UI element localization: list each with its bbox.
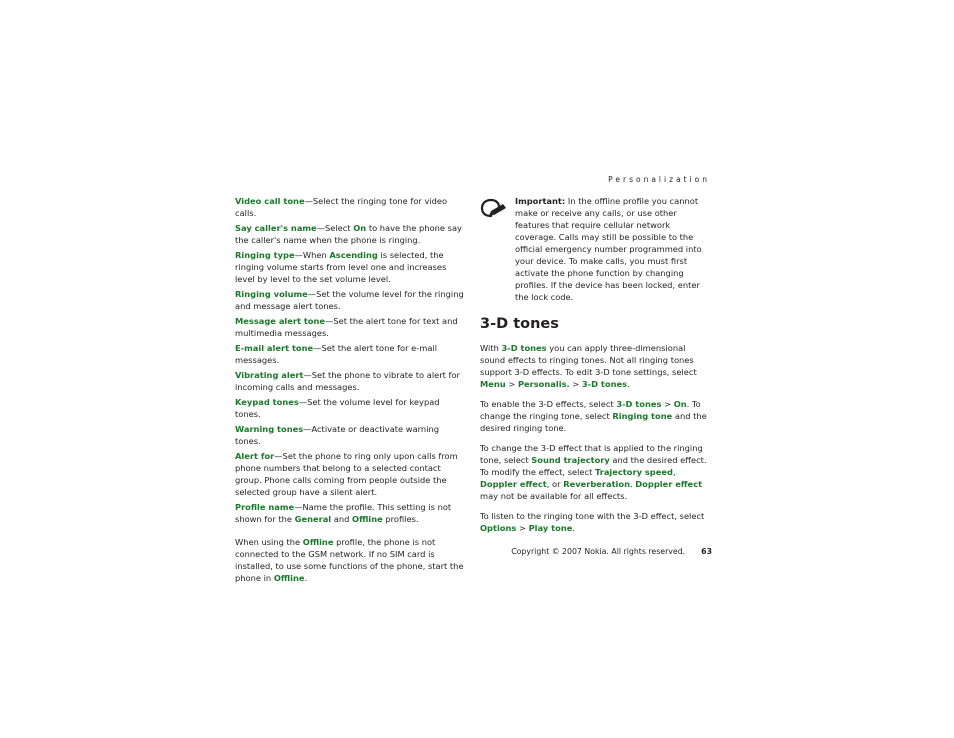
- setting-term: Vibrating alert: [235, 370, 304, 380]
- setting-term: Alert for: [235, 451, 275, 461]
- section-header: Personalization: [608, 175, 710, 184]
- setting-term: Ringing type: [235, 250, 295, 260]
- setting-term: Video call tone: [235, 196, 305, 206]
- important-text: In the offline profile you cannot make or receive any calls, or use other features that require cellular network coverage. Calls may still be possible to the official emergency number programmed into your device. To make calls, you must first activate the phone function by changing profiles. If the device has been locked, enter the lock code.: [515, 196, 702, 302]
- listen-paragraph: To listen to the ringing tone with the 3-D effect, select Options > Play tone.: [480, 511, 705, 533]
- important-note: [480, 195, 712, 303]
- effect-paragraph: To change the 3-D effect that is applied to the ringing tone, select Sound trajectory and the desired effect. To modify the effect, select Trajectory speed, Doppler effect, or Reverberation. Doppler effect may not be available for all effects.: [480, 443, 707, 501]
- setting-item: Ringing type—When Ascending is selected, the ringing volume starts from level one and increases level by level to the set volume level.: [235, 250, 447, 284]
- pen-note-icon: [480, 197, 508, 219]
- setting-item: Profile name—Name the profile. This setting is not shown for the General and Offline profiles.: [235, 502, 452, 524]
- enable-paragraph: To enable the 3-D effects, select 3-D tones > On. To change the ringing tone, select Ringing tone and the desired ringing tone.: [480, 399, 707, 433]
- offline-paragraph: When using the Offline profile, the phone is not connected to the GSM network. If no SIM card is installed, to use some functions of the phone, start the phone in Offline.: [235, 537, 464, 583]
- setting-item: Vibrating alert—Set the phone to vibrate to alert for incoming calls and messages.: [235, 370, 460, 392]
- setting-item: Warning tones—Activate or deactivate warning tones.: [235, 424, 440, 446]
- setting-term: Ringing volume: [235, 289, 308, 299]
- left-column: [235, 195, 467, 584]
- setting-item: Alert for—Set the phone to ring only upon calls from phone numbers that belong to a selected contact group. Phone calls coming from people outside the selected group have a silent alert.: [235, 451, 458, 497]
- setting-term: E-mail alert tone: [235, 343, 314, 353]
- setting-item: Say caller's name—Select On to have the phone say the caller's name when the phone is ringing.: [235, 223, 462, 245]
- setting-term: Keypad tones: [235, 397, 299, 407]
- copyright: Copyright © 2007 Nokia. All rights reserved.: [511, 547, 686, 556]
- setting-term: Message alert tone: [235, 316, 326, 326]
- right-column: [480, 195, 712, 542]
- intro-paragraph: With 3-D tones you can apply three-dimensional sound effects to ringing tones. Not all ringing tones support 3-D effects. To edit 3-D tone settings, select Menu > Personalis. > 3-D tones.: [480, 343, 697, 389]
- setting-item: Ringing volume—Set the volume level for the ringing and message alert tones.: [235, 289, 464, 311]
- setting-term: Say caller's name: [235, 223, 317, 233]
- setting-term: Profile name: [235, 502, 295, 512]
- section-title: 3-D tones: [480, 316, 559, 332]
- page-number: 63: [701, 547, 712, 556]
- setting-item: Keypad tones—Set the volume level for keypad tones.: [235, 397, 440, 419]
- setting-item: E-mail alert tone—Set the alert tone for e-mail messages.: [235, 343, 438, 365]
- important-label: Important:: [515, 196, 566, 206]
- setting-item: Video call tone—Select the ringing tone for video calls.: [235, 196, 448, 218]
- page-footer: [460, 547, 712, 556]
- setting-term: Warning tones: [235, 424, 304, 434]
- setting-item: Message alert tone—Set the alert tone for text and multimedia messages.: [235, 316, 458, 338]
